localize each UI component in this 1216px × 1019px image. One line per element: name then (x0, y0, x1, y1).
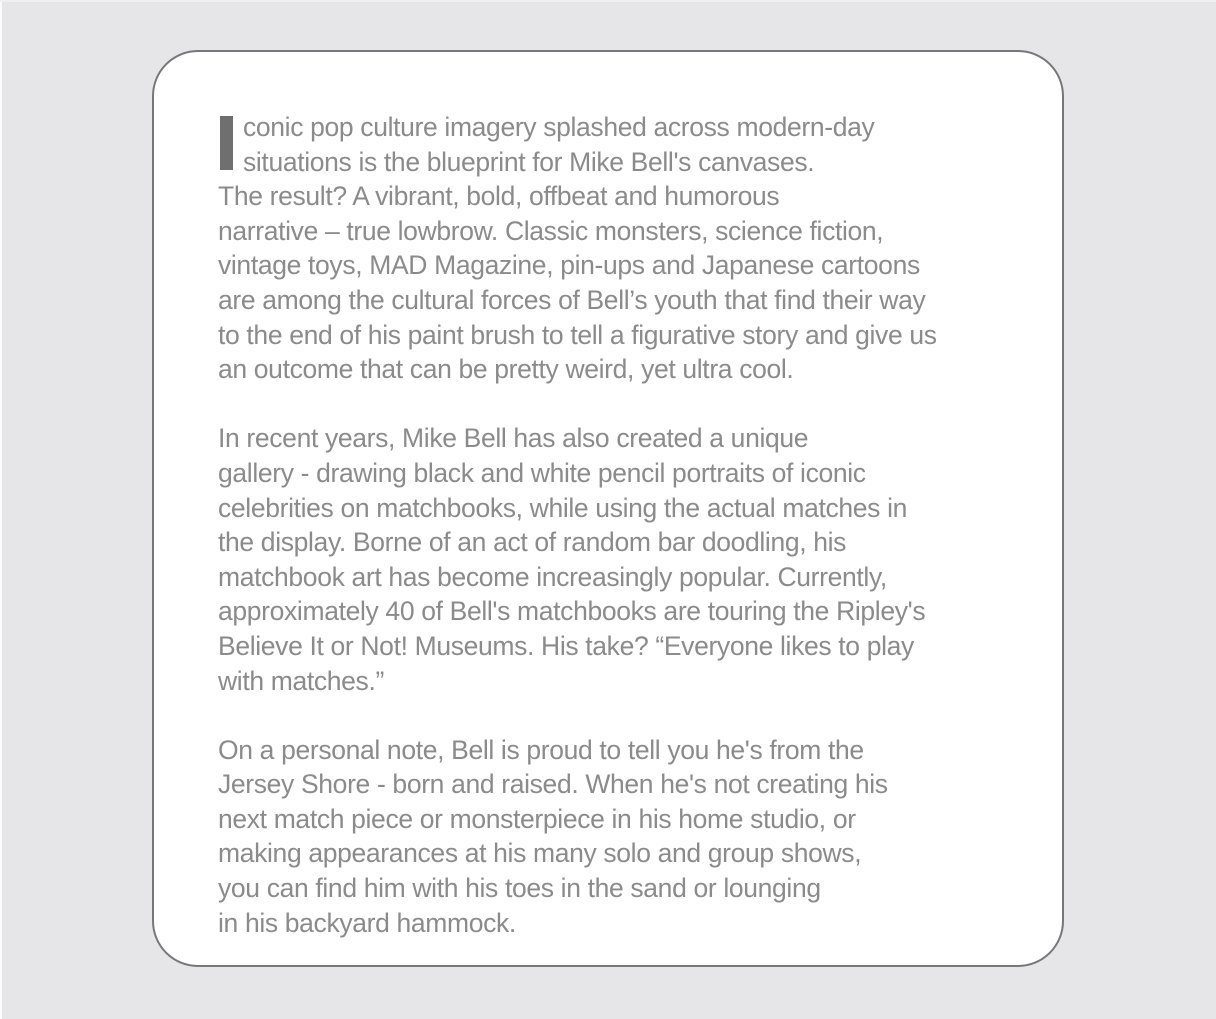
text-line: gallery - drawing black and white pencil portraits of iconic (218, 457, 866, 488)
text-line: in his backyard hammock. (218, 907, 516, 938)
text-line: the display. Borne of an act of random bar doodling, his (218, 527, 847, 558)
text-line: next match piece or monsterpiece in his home studio, or (218, 803, 856, 834)
paragraph-intro (218, 110, 1036, 387)
text-line: conic pop culture imagery splashed across modern-day (243, 112, 875, 142)
text-line: The result? A vibrant, bold, offbeat and humorous (218, 181, 780, 212)
bio-content-card (152, 50, 1064, 967)
text-line: to the end of his paint brush to tell a figurative story and give us (218, 319, 937, 350)
text-line: matchbook art has become increasingly popular. Currently, (218, 561, 887, 592)
text-line: are among the cultural forces of Bell’s youth that find their way (218, 284, 926, 315)
drop-cap-letter-i (220, 116, 233, 170)
window-edge-highlight (0, 0, 2, 1019)
text-line: In recent years, Mike Bell has also created a unique (218, 423, 809, 454)
window-edge-highlight-top (0, 0, 1216, 2)
text-line: situations is the blueprint for Mike Bell's canvases. (243, 146, 815, 177)
text-line: with matches.” (218, 665, 384, 696)
text-line: approximately 40 of Bell's matchbooks are touring the Ripley's (218, 596, 926, 627)
text-line: making appearances at his many solo and group shows, (218, 838, 862, 869)
paragraph-personal (218, 733, 1036, 941)
text-line: an outcome that can be pretty weird, yet ultra cool. (218, 354, 794, 385)
text-line: Believe It or Not! Museums. His take? “Everyone likes to play (218, 630, 914, 661)
text-line: Jersey Shore - born and raised. When he's not creating his (218, 769, 888, 800)
text-line: On a personal note, Bell is proud to tell you he's from the (218, 734, 864, 765)
text-line: you can find him with his toes in the sand or lounging (218, 873, 821, 904)
artist-bio-text (154, 52, 1062, 940)
text-line: narrative – true lowbrow. Classic monsters, science fiction, (218, 215, 884, 246)
text-line: vintage toys, MAD Magazine, pin-ups and Japanese cartoons (218, 250, 920, 281)
text-line: celebrities on matchbooks, while using the actual matches in (218, 492, 907, 523)
paragraph-matchbooks (218, 421, 1036, 698)
